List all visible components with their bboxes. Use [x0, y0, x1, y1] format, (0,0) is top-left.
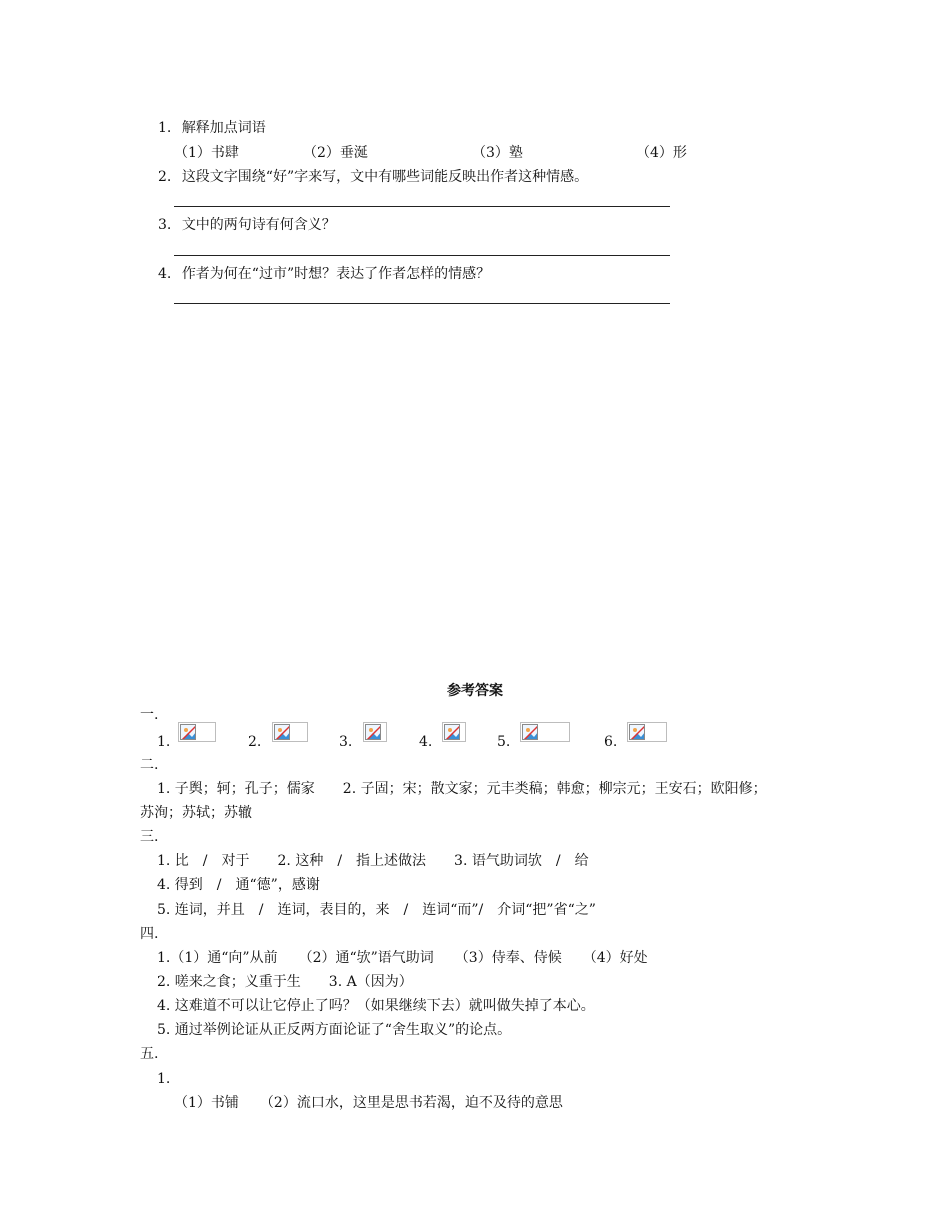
answer-line[interactable]: [174, 206, 670, 207]
answer-line[interactable]: [174, 303, 670, 304]
s3-line-3: 5. 连词，并且 / 连词，表目的，来 / 连词“而”/ 介词“把”省“之”: [157, 902, 596, 918]
q1-item-2: （2）垂涎: [303, 145, 368, 161]
broken-image-icon: [444, 724, 460, 740]
broken-image-icon: [629, 724, 645, 740]
s5-line-2: （1）书铺 （2）流口水，这里是思书若渴，迫不及待的意思: [174, 1095, 563, 1111]
s1-item-6: 6.: [604, 734, 618, 750]
s1-item-2: 2.: [248, 734, 262, 750]
question-number: 4.: [158, 266, 172, 282]
section-heading-1: 一.: [140, 707, 159, 723]
s1-item-5: 5.: [497, 734, 511, 750]
question-4: [158, 265, 490, 283]
answers-title: 参考答案: [447, 683, 503, 699]
broken-image-icon: [365, 724, 381, 740]
question-number: 3.: [158, 217, 172, 233]
question-text: 文中的两句诗有何含义？: [181, 217, 336, 233]
question-text: 解释加点词语: [181, 120, 266, 136]
s2-line-2: 苏洵；苏轼；苏辙: [140, 805, 252, 821]
question-2: [158, 168, 588, 186]
s1-item-4: 4.: [419, 734, 433, 750]
broken-image-icon: [180, 724, 196, 740]
s3-line-1: 1. 比 / 对于 2. 这种 / 指上述做法 3. 语气助词欤 / 给: [157, 853, 589, 869]
s3-line-2: 4. 得到 / 通“德”，感谢: [157, 877, 320, 893]
s4-line-1: 1.（1）通“向”从前 （2）通“欤”语气助词 （3）侍奉、侍候 （4）好处: [157, 950, 648, 966]
section-heading-3: 三.: [140, 829, 159, 845]
question-3: [158, 216, 336, 234]
broken-image-icon: [274, 724, 290, 740]
s4-line-3: 4. 这难道不可以让它停止了吗？（如果继续下去）就叫做失掉了本心。: [157, 998, 595, 1014]
q1-item-1: （1）书肆: [174, 145, 239, 161]
s5-line-1: 1.: [157, 1071, 171, 1087]
section-heading-5: 五.: [140, 1046, 159, 1062]
section-heading-4: 四.: [140, 926, 159, 942]
answer-line[interactable]: [174, 255, 670, 256]
question-number: 1.: [158, 120, 172, 136]
s1-item-3: 3.: [339, 734, 353, 750]
question-1: [158, 119, 266, 137]
section-heading-2: 二.: [140, 757, 159, 773]
q1-item-4: （4）形: [636, 145, 687, 161]
s2-line-1: 1. 子舆；轲；孔子；儒家 2. 子固；宋；散文家；元丰类稿；韩愈；柳宗元；王安石；欧阳修；: [157, 781, 767, 797]
question-number: 2.: [158, 169, 172, 185]
question-text: 作者为何在“过市”时想？表达了作者怎样的情感？: [181, 266, 491, 282]
broken-image-icon: [522, 724, 538, 740]
s1-item-1: 1.: [157, 734, 171, 750]
s4-line-4: 5. 通过举例论证从正反两方面论证了“舍生取义”的论点。: [157, 1022, 512, 1038]
s4-line-2: 2. 嗟来之食；义重于生 3. A（因为）: [157, 974, 413, 990]
q1-item-3: （3）塾: [472, 145, 523, 161]
question-text: 这段文字围绕“好”字来写，文中有哪些词能反映出作者这种情感。: [181, 169, 589, 185]
